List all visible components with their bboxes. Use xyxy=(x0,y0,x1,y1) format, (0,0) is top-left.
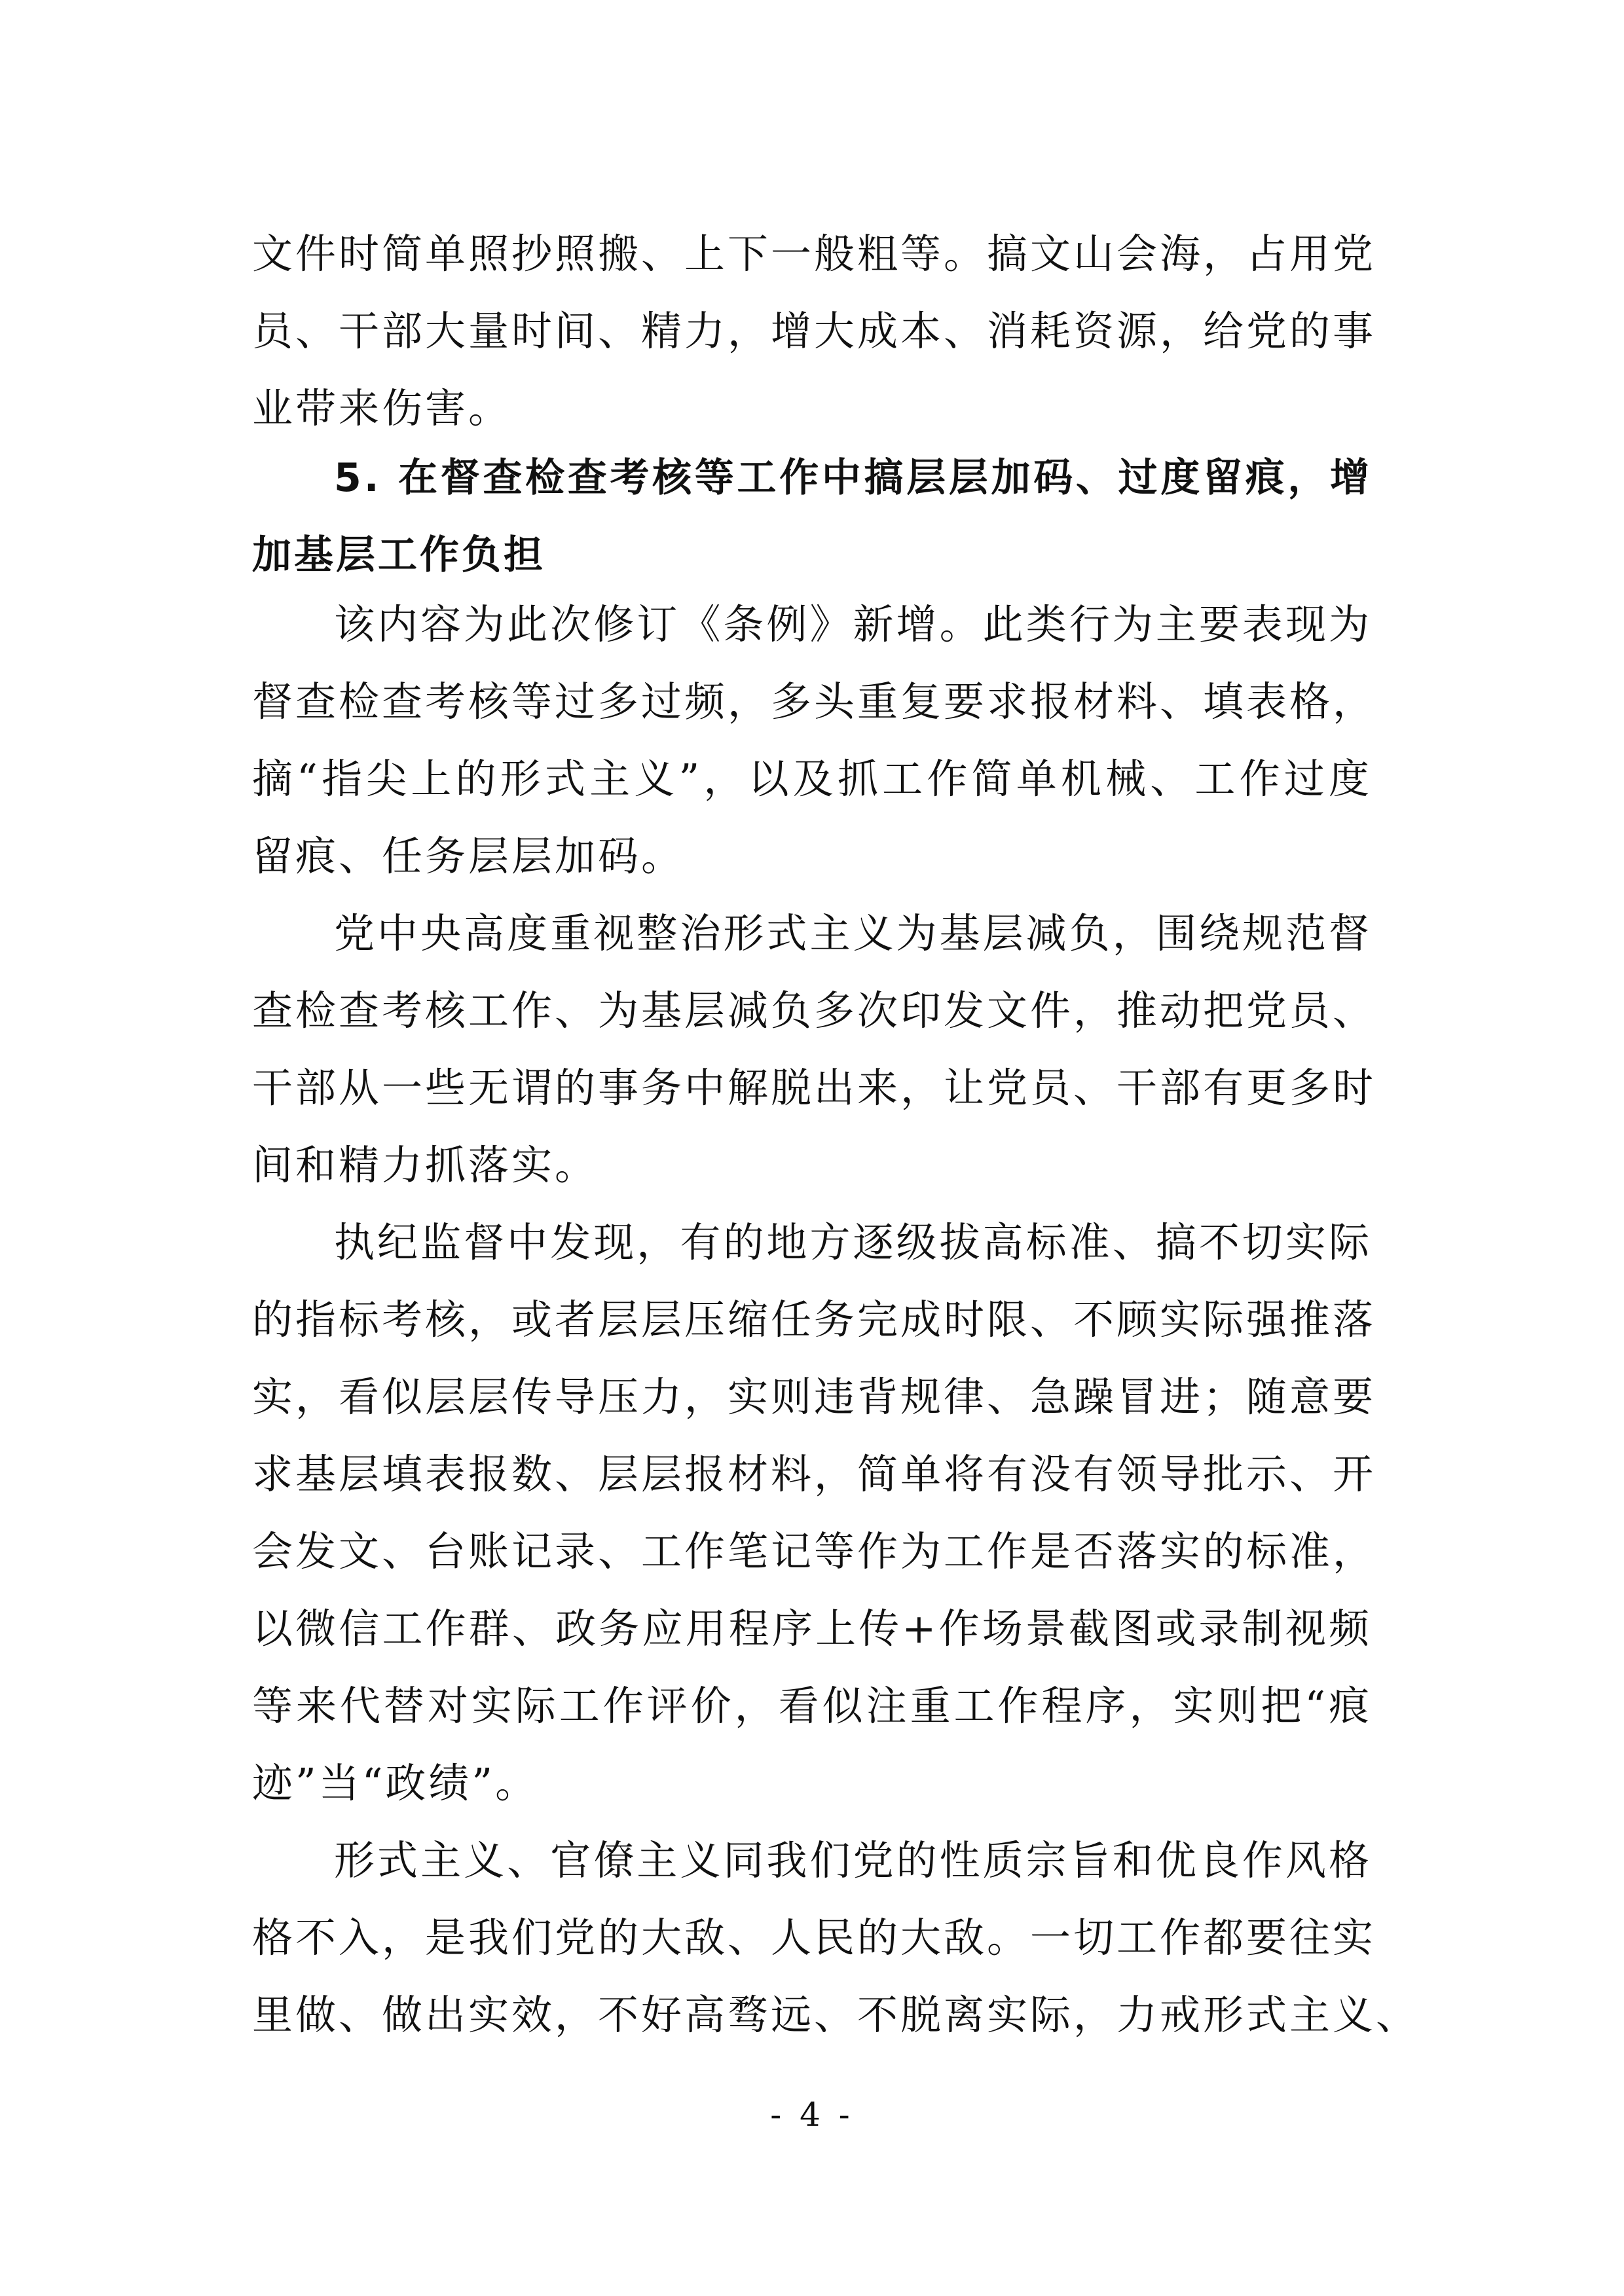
paragraph-line: 会发文、台账记录、工作笔记等作为工作是否落实的标准， xyxy=(252,1527,1376,1575)
paragraph-line: 实，看似层层传导压力，实则违背规律、急躁冒进；随意要 xyxy=(252,1373,1376,1421)
paragraph-line: 求基层填表报数、层层报材料，简单将有没有领导批示、开 xyxy=(252,1450,1376,1498)
section-heading-line: 5. 在督查检查考核等工作中搞层层加码、过度留痕，增 xyxy=(334,455,1372,501)
paragraph-line: 形式主义、官僚主义同我们党的性质宗旨和优良作风格 xyxy=(334,1836,1372,1884)
paragraph-line: 党中央高度重视整治形式主义为基层减负，围绕规范督 xyxy=(334,909,1372,957)
paragraph-line: 格不入，是我们党的大敌、人民的大敌。一切工作都要往实 xyxy=(252,1914,1376,1961)
paragraph-line: 间和精力抓落实。 xyxy=(252,1141,599,1189)
paragraph-line: 留痕、任务层层加码。 xyxy=(252,832,685,880)
paragraph-line: 里做、做出实效，不好高骛远、不脱离实际，力戒形式主义、 xyxy=(252,1991,1420,2039)
paragraph-line: 等来代替对实际工作评价，看似注重工作程序，实则把“痕 xyxy=(252,1682,1372,1730)
paragraph-line: 查检查考核工作、为基层减负多次印发文件，推动把党员、 xyxy=(252,987,1376,1034)
paragraph-line: 该内容为此次修订《条例》新增。此类行为主要表现为 xyxy=(334,600,1372,648)
paragraph-line: 执纪监督中发现，有的地方逐级拔高标准、搞不切实际 xyxy=(334,1218,1372,1266)
paragraph-line: 迹”当“政绩”。 xyxy=(252,1759,539,1807)
paragraph-line: 摘“指尖上的形式主义”，以及抓工作简单机械、工作过度 xyxy=(252,755,1372,803)
paragraph-line: 文件时简单照抄照搬、上下一般粗等。搞文山会海，占用党 xyxy=(252,230,1376,278)
paragraph-line: 干部从一些无谓的事务中解脱出来，让党员、干部有更多时 xyxy=(252,1064,1376,1112)
paragraph-line: 的指标考核，或者层层压缩任务完成时限、不顾实际强推落 xyxy=(252,1296,1376,1343)
paragraph-line: 员、干部大量时间、精力，增大成本、消耗资源，给党的事 xyxy=(252,307,1376,355)
page-number: - 4 - xyxy=(770,2096,854,2134)
paragraph-line: 业带来伤害。 xyxy=(252,384,512,432)
paragraph-line: 以微信工作群、政务应用程序上传+作场景截图或录制视频 xyxy=(252,1605,1372,1652)
section-heading-line: 加基层工作负担 xyxy=(252,532,545,578)
paragraph-line: 督查检查考核等过多过频，多头重复要求报材料、填表格， xyxy=(252,678,1376,725)
